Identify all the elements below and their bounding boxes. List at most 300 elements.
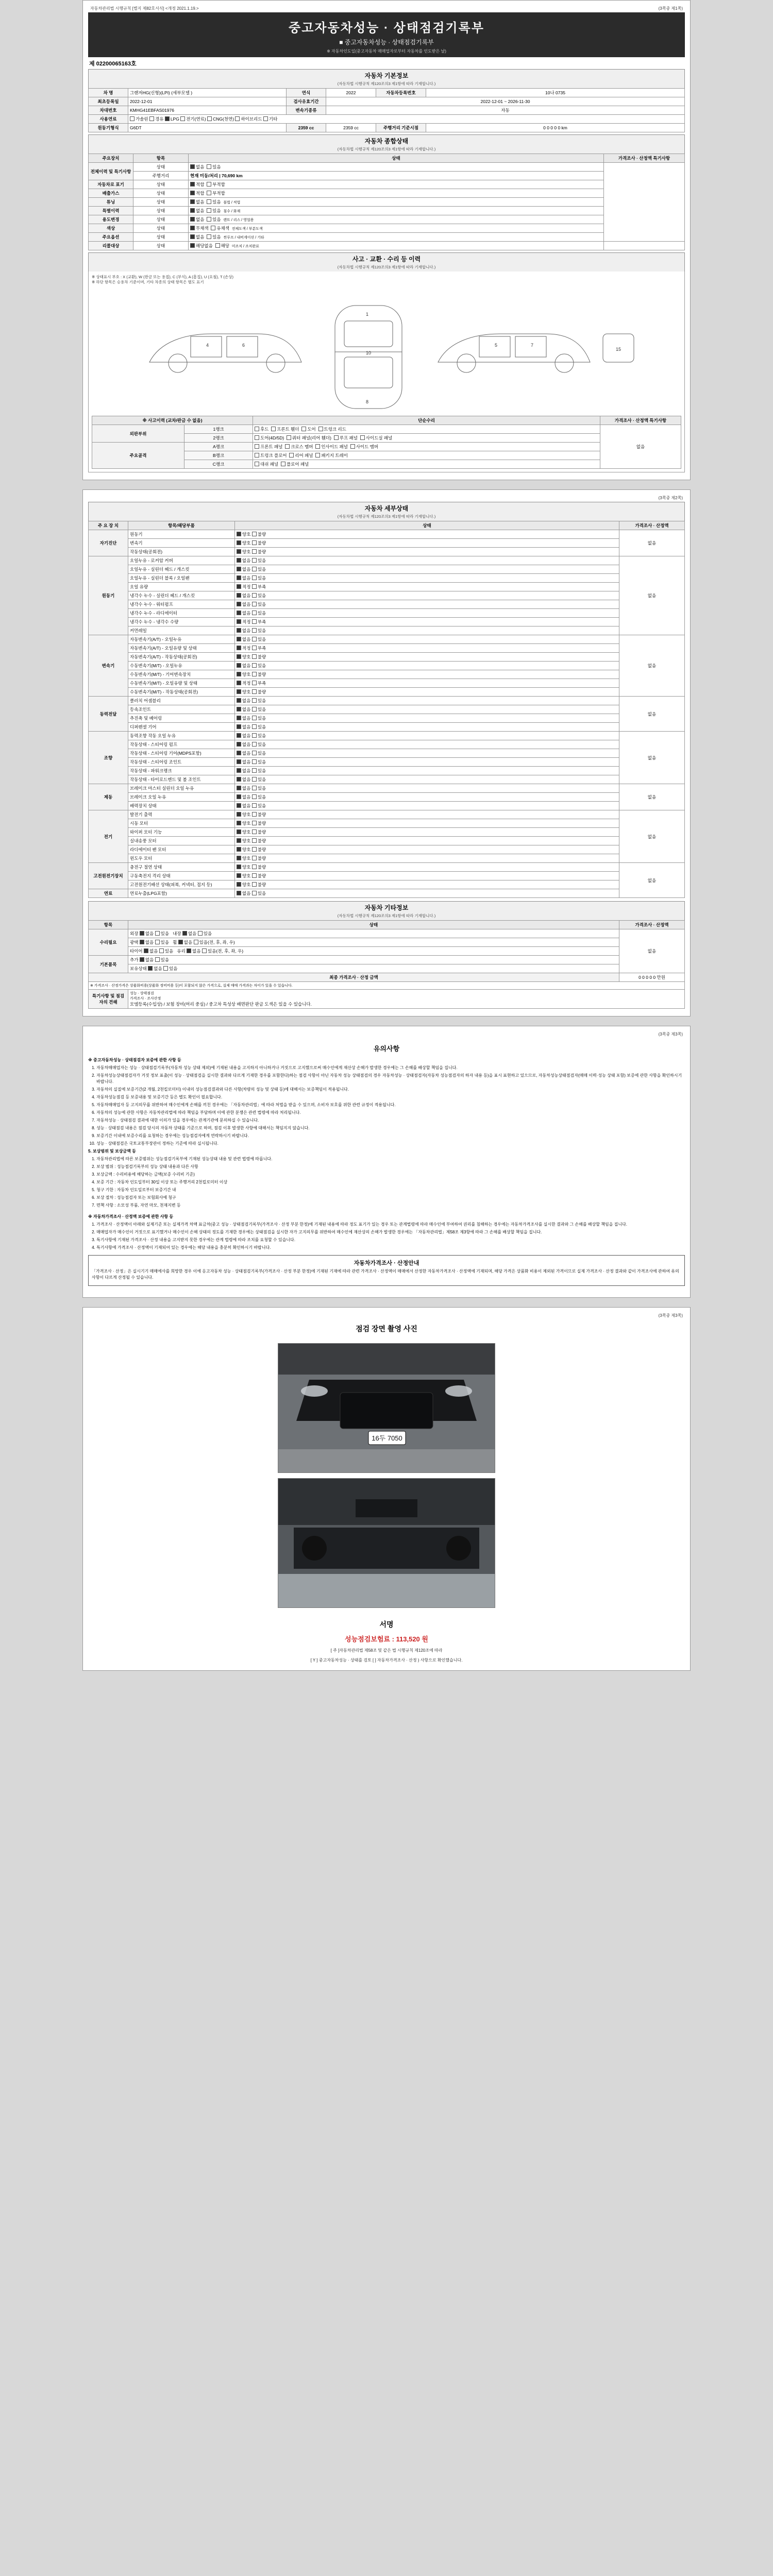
table-row (89, 845, 685, 854)
checkbox-icon[interactable] (155, 957, 160, 962)
detail-item-3-1: 등속조인트 (128, 705, 235, 714)
checkbox-icon[interactable] (334, 435, 339, 440)
detail-item-1-4: 냉각수 누수 - 실린더 헤드 / 개스킷 (128, 591, 235, 600)
detail-state-1-0 (235, 556, 619, 565)
fuel-option-5[interactable] (235, 116, 262, 122)
checkbox-checked-icon[interactable] (237, 829, 241, 834)
table-row (89, 180, 685, 189)
checkbox-checked-icon[interactable] (190, 164, 195, 169)
detail-item-7-2: 고전원전기배선 상태(피복, 커넥터, 접지 등) (128, 880, 235, 889)
checkbox-icon[interactable] (252, 891, 257, 895)
opt-label: 적정 (242, 681, 251, 686)
cell-label-year: 연식 (287, 89, 326, 97)
table-row (89, 929, 685, 938)
checkbox-checked-icon[interactable] (237, 742, 241, 747)
opt-label: 없음 (242, 794, 251, 800)
checkbox-checked-icon[interactable] (237, 540, 241, 545)
checkbox-icon[interactable] (130, 116, 135, 121)
opt-label: 있음 (257, 567, 266, 572)
checkbox-checked-icon[interactable] (237, 794, 241, 799)
checkbox-checked-icon[interactable] (190, 208, 195, 213)
checkbox-icon[interactable] (252, 619, 257, 624)
checkbox-checked-icon[interactable] (237, 891, 241, 895)
checkbox-icon[interactable] (252, 663, 257, 668)
checkbox-icon[interactable] (215, 243, 220, 248)
checkbox-checked-icon[interactable] (190, 191, 195, 195)
checkbox-icon[interactable] (252, 786, 257, 790)
notice-lead: ※ 중고자동차성능 · 상태점검자 보증에 관한 사항 등 (88, 1058, 181, 1063)
checkbox-checked-icon[interactable] (237, 873, 241, 878)
checkbox-icon[interactable] (207, 217, 211, 222)
sheet-2 (82, 489, 691, 1016)
checkbox-checked-icon[interactable] (237, 689, 241, 694)
opt-label: 있음 (257, 759, 266, 765)
table-header-row (89, 521, 685, 530)
checkbox-icon[interactable] (252, 847, 257, 852)
detail-item-4-0: 동력조향 작동 오일 누유 (128, 732, 235, 740)
checkbox-checked-icon[interactable] (187, 948, 191, 953)
checkbox-icon[interactable] (211, 226, 215, 230)
opt-label: 없음 (154, 966, 162, 972)
footer-line-1: [ 주 ]자동차관리법 제58조 및 같은 법 시행규칙 제120조에 따라 (330, 1648, 443, 1653)
price-separator: : (392, 1635, 396, 1643)
checkbox-checked-icon[interactable] (140, 931, 144, 936)
checkbox-checked-icon[interactable] (237, 847, 241, 852)
detail-item-0-0: 원동기 (128, 530, 235, 539)
checkbox-checked-icon[interactable] (144, 948, 148, 953)
rank-a-items (253, 443, 600, 451)
opt-label-1: 있음 (212, 208, 221, 213)
opt-label-0: 없음 (196, 217, 205, 222)
checkbox-icon[interactable] (252, 602, 257, 606)
table-row (89, 662, 685, 670)
checkbox-icon[interactable] (252, 593, 257, 598)
checkbox-icon[interactable] (207, 234, 211, 239)
checkbox-icon[interactable] (202, 948, 207, 953)
opt-label: 있음 (257, 611, 266, 616)
checkbox-icon[interactable] (159, 948, 164, 953)
checkbox-icon[interactable] (318, 427, 323, 431)
checkbox-icon[interactable] (155, 940, 160, 944)
section-basic-sub: (자동차법 시행규칙 제120조의3 제1항에 따라 기재합니다.) (337, 81, 436, 86)
checkbox-icon[interactable] (252, 759, 257, 764)
section-accident-title: 사고 · 교환 · 수리 등 이력 (352, 256, 421, 263)
checkbox-checked-icon[interactable] (190, 226, 195, 230)
opt-label-0: 해당없음 (196, 243, 213, 248)
opt-label: 없음 (242, 786, 251, 791)
checkbox-icon[interactable] (315, 444, 320, 449)
checkbox-icon[interactable] (207, 191, 211, 195)
opt-label: 불량 (257, 829, 266, 835)
list-item: 1. 자동차매매업자는 성능 · 상태점검기록부(자동차 성능 상태 제외)에 기재된 내용을 고지하지 아니하거나 거짓으로 고지했으로써 매수인에게 재산상 손해가 발생한 경우에는 그 손해를 배상할 책임을 집니다. (96, 1065, 685, 1071)
checkbox-checked-icon[interactable] (140, 957, 144, 962)
opt-label: 부족 (257, 681, 266, 686)
checkbox-checked-icon[interactable] (190, 243, 195, 248)
row-item-1: 상태 (133, 180, 189, 189)
checkbox-icon[interactable] (207, 199, 211, 204)
checkbox-icon[interactable] (252, 637, 257, 641)
opt-label: 있음 (257, 707, 266, 713)
checkbox-checked-icon[interactable] (237, 611, 241, 615)
checkbox-checked-icon[interactable] (237, 637, 241, 641)
detail-state-4-5 (235, 775, 619, 784)
checkbox-checked-icon[interactable] (237, 532, 241, 536)
checkbox-checked-icon[interactable] (190, 234, 195, 239)
opt-label: 있음 (257, 724, 266, 730)
checkbox-icon[interactable] (252, 751, 257, 755)
row-state-1 (189, 180, 604, 189)
opt-label: 있음 (257, 891, 266, 896)
part-label: 트렁크 플로어 (260, 453, 287, 459)
checkbox-checked-icon[interactable] (237, 751, 241, 755)
checkbox-icon[interactable] (149, 116, 154, 121)
checkbox-icon[interactable] (163, 966, 168, 971)
detail-state-1-6 (235, 609, 619, 618)
checkbox-checked-icon[interactable] (237, 663, 241, 668)
checkbox-icon[interactable] (252, 777, 257, 782)
row-state-3 (189, 198, 604, 207)
section-overall-header (88, 134, 685, 154)
fuel-option-3[interactable] (180, 116, 206, 122)
part-label: 사이드 멤버 (356, 444, 379, 450)
opt-note-5: 렌트 / 리스 / 영업용 (223, 218, 254, 222)
rank-b: B랭크 (184, 451, 253, 460)
checkbox-icon[interactable] (252, 803, 257, 808)
detail-item-4-3: 작동상태 - 스티어링 조인트 (128, 758, 235, 767)
checkbox-checked-icon[interactable] (237, 646, 241, 650)
cell-value-carname: 그랜저HG(신형)(LPI) (세부모델 ) (128, 89, 287, 97)
checkbox-icon[interactable] (255, 444, 259, 449)
checkbox-icon[interactable] (252, 540, 257, 545)
col-price-note: 가격조사 · 산정액 특기사항 (604, 154, 685, 163)
svg-text:10: 10 (366, 350, 372, 356)
detail-item-6-5: 윈도우 모터 (128, 854, 235, 863)
opt-label: 없음 (242, 733, 251, 739)
other-state-3 (128, 956, 619, 964)
accident-parts-table (92, 416, 681, 469)
checkbox-checked-icon[interactable] (237, 575, 241, 580)
detail-item-1-5: 냉각수 누수 - 워터펌프 (128, 600, 235, 609)
checkbox-checked-icon[interactable] (237, 698, 241, 703)
checkbox-checked-icon[interactable] (237, 821, 241, 825)
part-label: 도어 (307, 427, 316, 432)
total-price-note: ※ 가격조사 · 산정가격은 상품화비용(상품화 정비비용 등)이 포함되지 않은 가격으로, 실제 매매 가격과는 차이가 있을 수 있습니다. (89, 982, 685, 990)
notice-sub-list (88, 1156, 685, 1209)
opt-label: 없음 (149, 948, 158, 954)
list-item: 1. 가격조사 · 산정액이 아래와 실제기준 또는 실제가격 차액 표금차(중고 성능 · 상태점검기록부(가격조사 · 산정 부분 한정)에 기재된 내용에 따라 정도 표기가 있는 경우 또는 관계법령에 따라 매수인에 부여하여 권리를 침해하는 경우에는 자동차가격조사를 실시한 결과와 그 손해를 배상할 책임을 집니다. (96, 1222, 685, 1228)
checkbox-icon[interactable] (207, 208, 211, 213)
opt-label: 적정 (242, 619, 251, 625)
detail-item-2-4: 수동변속기(M/T) - 기어변속장치 (128, 670, 235, 679)
checkbox-checked-icon[interactable] (178, 940, 183, 944)
checkbox-icon[interactable] (252, 672, 257, 676)
checkbox-icon[interactable] (301, 427, 306, 431)
notice-sub2-title: ※ 자동차가격조사 · 산정액 보증에 관한 사항 등 (88, 1214, 174, 1219)
checkbox-checked-icon[interactable] (237, 786, 241, 790)
table-row (89, 802, 685, 810)
table-row (89, 653, 685, 662)
detail-state-6-3 (235, 837, 619, 845)
checkbox-icon[interactable] (252, 716, 257, 720)
checkbox-icon[interactable] (252, 575, 257, 580)
col-item: 항목 (133, 154, 189, 163)
list-item: 5. 자동차매매업자 등 고지의무를 위반하여 매수인에게 손해를 끼친 경우에는 「자동차관리법」에 따라 처벌을 받을 수 있으며, 소비자 보호를 위한 관련 규정이 적용됩니다. (96, 1102, 685, 1108)
checkbox-checked-icon[interactable] (237, 733, 241, 738)
overall-state-table (88, 154, 685, 250)
checkbox-icon[interactable] (207, 164, 211, 169)
checkbox-icon[interactable] (252, 681, 257, 685)
page-indicator-4: (3쪽중 제3쪽) (658, 1313, 683, 1318)
row-state-8 (189, 242, 604, 250)
checkbox-icon[interactable] (289, 453, 294, 457)
checkbox-checked-icon[interactable] (237, 549, 241, 554)
table-row (89, 89, 685, 97)
checkbox-icon[interactable] (350, 444, 355, 449)
fuel-option-1[interactable] (149, 116, 163, 122)
sheet-3 (82, 1026, 691, 1298)
checkbox-checked-icon[interactable] (237, 558, 241, 563)
opt-label: 불량 (257, 865, 266, 870)
checkbox-icon[interactable] (252, 689, 257, 694)
detail-item-6-3: 실내송풍 모터 (128, 837, 235, 845)
detail-group-8: 연료 (89, 889, 128, 898)
checkbox-icon[interactable] (252, 768, 257, 773)
checkbox-checked-icon[interactable] (237, 716, 241, 720)
detail-item-1-3: 오일 유량 (128, 583, 235, 591)
checkbox-checked-icon[interactable] (237, 567, 241, 571)
checkbox-icon[interactable] (263, 116, 268, 121)
opt-label: 양호 (242, 540, 251, 546)
fuel-option-0[interactable] (130, 116, 148, 122)
checkbox-icon[interactable] (155, 931, 160, 936)
checkbox-checked-icon[interactable] (148, 966, 153, 971)
table-row (89, 964, 685, 973)
checkbox-checked-icon[interactable] (237, 602, 241, 606)
checkbox-icon[interactable] (180, 116, 185, 121)
table-row (89, 714, 685, 723)
cell-value-mileage: 0 0 0 0 0 km (426, 124, 685, 132)
opt-label: 없음 (242, 716, 251, 721)
checkbox-icon[interactable] (207, 116, 212, 121)
checkbox-icon[interactable] (252, 549, 257, 554)
fuel-option-6[interactable] (263, 116, 277, 122)
table-row (89, 872, 685, 880)
list-item: 8. 성능 · 상태점검 내용은 점검 당시의 자동차 상태를 기준으로 하며, 점검 이후 발생한 사항에 대해서는 책임지지 않습니다. (96, 1125, 685, 1131)
opt-label: 부족 (257, 646, 266, 651)
fuel-option-2[interactable] (165, 116, 179, 122)
opt-label: 양호 (242, 882, 251, 888)
checkbox-checked-icon[interactable] (140, 940, 144, 944)
checkbox-checked-icon[interactable] (237, 768, 241, 773)
checkbox-checked-icon[interactable] (190, 217, 195, 222)
opt-label: 양호 (242, 829, 251, 835)
table-row (89, 172, 685, 180)
checkbox-icon[interactable] (235, 116, 240, 121)
cell-value-transmission: 자동 (326, 106, 685, 115)
checkbox-checked-icon[interactable] (182, 931, 187, 936)
detail-note-4: 없음 (619, 732, 685, 784)
detail-item-5-2: 배력장치 상태 (128, 802, 235, 810)
opt-label: 없음 (242, 663, 251, 669)
checkbox-checked-icon[interactable] (237, 882, 241, 887)
checkbox-checked-icon[interactable] (237, 865, 241, 869)
fuel-option-4[interactable] (207, 116, 234, 122)
checkbox-checked-icon[interactable] (237, 812, 241, 817)
checkbox-icon[interactable] (252, 567, 257, 571)
detail-state-table (88, 521, 685, 898)
other-item-label-1r: 휠 (173, 940, 177, 945)
opt-label: 있음 (257, 803, 266, 809)
checkbox-icon[interactable] (252, 812, 257, 817)
col-other-state: 상태 (128, 921, 619, 929)
checkbox-icon[interactable] (194, 940, 198, 944)
checkbox-icon[interactable] (281, 462, 285, 466)
price-note-cell-last (604, 242, 685, 250)
checkbox-icon[interactable] (252, 611, 257, 615)
accident-diagram-area (88, 272, 685, 472)
sheet-4-topbar (88, 1312, 685, 1319)
checkbox-checked-icon[interactable] (237, 681, 241, 685)
other-state-2 (128, 947, 619, 956)
list-item: 4. 특기사항에 가격조사 · 산정액이 기재되어 있는 경우에는 해당 내용을 충분히 확인하시기 바랍니다. (96, 1245, 685, 1251)
checkbox-checked-icon[interactable] (237, 838, 241, 843)
checkbox-icon[interactable] (252, 838, 257, 843)
cell-value-firstreg: 2022-12-01 (128, 97, 287, 106)
row-item-0: 상태 (133, 163, 189, 172)
detail-item-2-2: 자동변속기(A/T) - 작동상태(공회전) (128, 653, 235, 662)
section-overall-sub: (자동차법 시행규칙 제120조의3 제1항에 따라 기재합니다.) (337, 147, 436, 151)
detail-item-4-1: 작동상태 - 스티어링 펌프 (128, 740, 235, 749)
detail-state-1-8 (235, 626, 619, 635)
table-row (89, 242, 685, 250)
checkbox-checked-icon[interactable] (237, 619, 241, 624)
checkbox-icon[interactable] (255, 462, 259, 466)
basic-info-table (88, 88, 685, 132)
other-note-cell: 없음 (619, 929, 685, 973)
checkbox-icon[interactable] (252, 654, 257, 659)
sheet-2-topbar (88, 494, 685, 502)
opt-label: 양호 (242, 672, 251, 677)
checkbox-icon[interactable] (271, 427, 276, 431)
checkbox-icon[interactable] (252, 856, 257, 860)
table-row (89, 679, 685, 688)
checkbox-icon[interactable] (252, 821, 257, 825)
table-row (89, 947, 685, 956)
table-row (89, 749, 685, 758)
checkbox-icon[interactable] (252, 584, 257, 589)
checkbox-checked-icon[interactable] (237, 654, 241, 659)
opt-label: 없음 (242, 698, 251, 704)
checkbox-checked-icon[interactable] (165, 116, 170, 121)
row-item-8: 상태 (133, 242, 189, 250)
detail-item-2-1: 자동변속기(A/T) - 오일유량 및 상태 (128, 644, 235, 653)
checkbox-checked-icon[interactable] (237, 593, 241, 598)
cell-label-transmission: 변속기종류 (287, 106, 326, 115)
checkbox-checked-icon[interactable] (190, 199, 195, 204)
list-item: 3. 특기사항에 기재된 가격조사 · 산정 내용을 고지받지 못한 경우에는 관계 법령에 따라 조치를 요청할 수 있습니다. (96, 1237, 685, 1243)
checkbox-icon[interactable] (255, 435, 259, 440)
checkbox-icon[interactable] (287, 435, 291, 440)
checkbox-icon[interactable] (252, 628, 257, 633)
detail-state-7-1 (235, 872, 619, 880)
checkbox-icon[interactable] (252, 698, 257, 703)
checkbox-icon[interactable] (198, 931, 203, 936)
checkbox-icon[interactable] (252, 646, 257, 650)
checkbox-checked-icon[interactable] (190, 182, 195, 187)
opt-label: 있음 (160, 940, 170, 945)
checkbox-icon[interactable] (252, 829, 257, 834)
other-group-basic: 기본품목 (89, 956, 128, 973)
table-row (89, 688, 685, 697)
checkbox-icon[interactable] (252, 558, 257, 563)
checkbox-icon[interactable] (252, 733, 257, 738)
opt-label: 없음 (242, 777, 251, 783)
checkbox-icon[interactable] (207, 182, 211, 187)
special-note-value (128, 990, 685, 1009)
opt-label: 없음 (242, 742, 251, 748)
checkbox-checked-icon[interactable] (237, 724, 241, 729)
notice-list (88, 1065, 685, 1147)
detail-note-6: 없음 (619, 810, 685, 863)
detail-item-5-0: 브레이크 마스터 실린더 오일 누유 (128, 784, 235, 793)
checkbox-icon[interactable] (252, 742, 257, 747)
checkbox-icon[interactable] (285, 444, 290, 449)
checkbox-icon[interactable] (255, 453, 259, 457)
checkbox-icon[interactable] (252, 707, 257, 711)
part-label: 도어(4D/5D) (260, 435, 284, 441)
checkbox-checked-icon[interactable] (237, 856, 241, 860)
detail-state-5-1 (235, 793, 619, 802)
row-state-odo (189, 172, 604, 180)
checkbox-checked-icon[interactable] (237, 672, 241, 676)
special-note-label: 특기사항 및 점검자의 견해 (89, 990, 128, 1009)
checkbox-icon[interactable] (252, 882, 257, 887)
checkbox-icon[interactable] (252, 873, 257, 878)
opt-label: 있음 (257, 663, 266, 669)
opt-label: 있음 (160, 957, 170, 963)
checkbox-checked-icon[interactable] (237, 777, 241, 782)
checkbox-checked-icon[interactable] (237, 584, 241, 589)
row-item-6: 상태 (133, 224, 189, 233)
other-item-label-2: 타이어 (130, 948, 143, 954)
checkbox-icon[interactable] (252, 532, 257, 536)
checkbox-icon[interactable] (252, 865, 257, 869)
opt-label: 불량 (257, 821, 266, 826)
rank-c: C랭크 (184, 460, 253, 469)
checkbox-icon[interactable] (252, 794, 257, 799)
checkbox-icon[interactable] (255, 427, 259, 431)
section-accident-header (88, 252, 685, 272)
list-item: 3. 보상금액 : 수리비용에 해당하는 금액(보증 수리비 기준) (96, 1172, 685, 1178)
detail-state-0-0 (235, 530, 619, 539)
opt-label: 없음 (242, 575, 251, 581)
checkbox-icon[interactable] (360, 435, 365, 440)
checkbox-checked-icon[interactable] (237, 628, 241, 633)
detail-item-6-2: 와이퍼 모터 기능 (128, 828, 235, 837)
other-item-label-2r: 유리 (177, 948, 186, 954)
checkbox-icon[interactable] (252, 724, 257, 729)
part-label: 쿼터 패널(리어 휀더) (292, 435, 331, 441)
list-item: 3. 자동차의 실질에 보증기간(2 개월, 2천킬로미터) 이내의 성능점검결과와 다른 사항(차량의 성능 및 상태 등)에 대해서는 보증책임이 적용됩니다. (96, 1087, 685, 1093)
checkbox-checked-icon[interactable] (237, 707, 241, 711)
fuel-label-5: 하이브리드 (241, 116, 262, 122)
checkbox-icon[interactable] (315, 453, 320, 457)
detail-item-1-6: 냉각수 누수 - 라디에이터 (128, 609, 235, 618)
rank-a: A랭크 (184, 443, 253, 451)
checkbox-checked-icon[interactable] (237, 803, 241, 808)
checkbox-checked-icon[interactable] (237, 759, 241, 764)
opt-label: 있음 (257, 698, 266, 704)
